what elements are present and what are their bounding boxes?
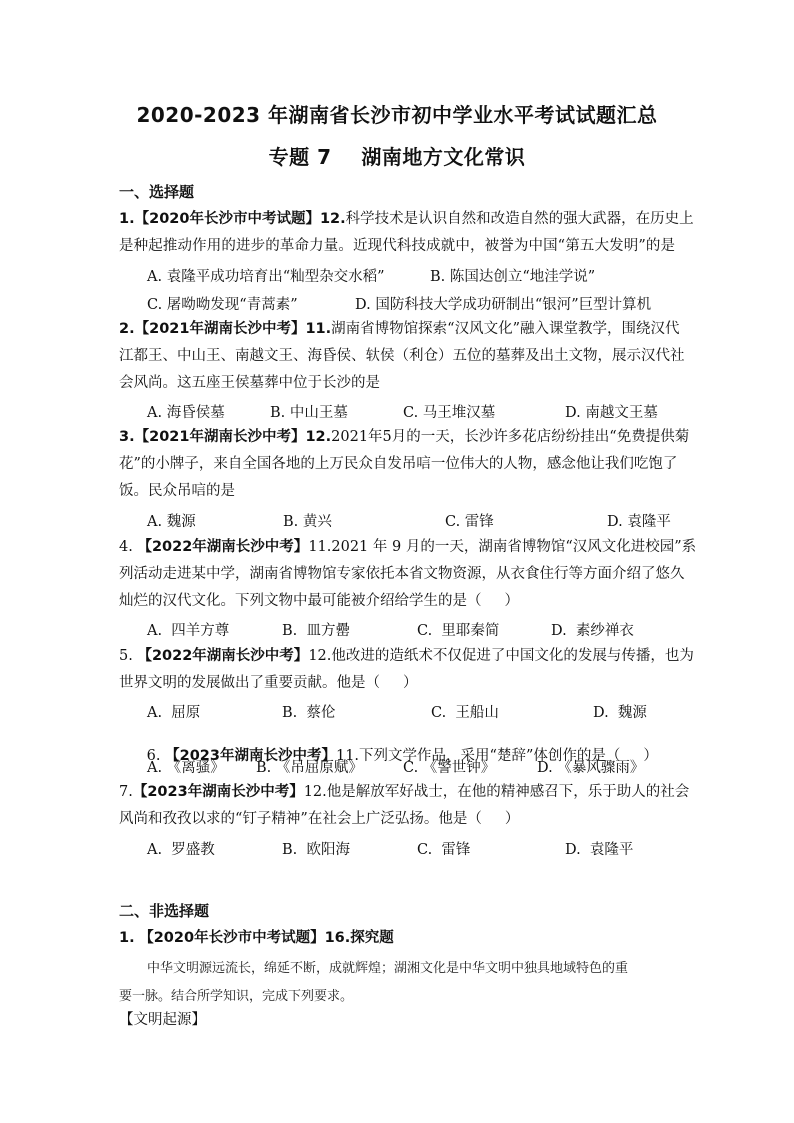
option-b: B. 欧阳海: [282, 842, 350, 858]
material-text-line: 要一脉。结合所学知识，完成下列要求。: [119, 989, 354, 1004]
option-b: B. 陈国达创立“地洼学说”: [430, 269, 596, 285]
option-d: D. 魏源: [593, 705, 647, 721]
option-d: D. 南越文王墓: [565, 405, 658, 421]
option-d: D. 《暴风骤雨》: [537, 760, 645, 776]
question-stem-line: 饭。民众吊唁的是: [119, 483, 235, 499]
question-stem-line: 1. 【2020年长沙市中考试题】16.探究题: [119, 930, 394, 946]
option-a: A. 罗盛教: [147, 842, 215, 858]
material-text-line: 中华文明源远流长，绵延不断，成就辉煌；湖湘文化是中华文明中独具地域特色的重: [147, 961, 629, 976]
question-stem-line: 6. 【2023年湖南长沙中考】11.下列文学作品，采用“楚辞”体创作的是（ ）: [146, 748, 658, 764]
question-stem-line: 7.【2023年湖南长沙中考】12.他是解放军好战士，在他的精神感召下，乐于助人的社会: [119, 784, 690, 800]
option-c: C. 雷锋: [417, 842, 471, 858]
option-c: C. 雷锋: [445, 514, 494, 530]
option-b: B. 中山王墓: [270, 405, 348, 421]
question-stem-line: 会风尚。这五座王侯墓葬中位于长沙的是: [119, 375, 380, 391]
option-b: B. 蔡伦: [282, 705, 336, 721]
question-stem-line: 列活动走进某中学，湖南省博物馆专家依托本省文物资源，从衣食住行等方面介绍了悠久: [119, 566, 685, 582]
option-b: B. 《吊屈原赋》: [256, 760, 363, 776]
option-a: A. 四羊方尊: [147, 623, 230, 639]
option-d: D. 素纱禅衣: [551, 623, 634, 639]
page-title: 2020-2023 年湖南省长沙市初中学业水平考试试题汇总: [136, 103, 658, 127]
question-stem-line: 花”的小牌子，来自全国各地的上万民众自发吊唁一位伟大的人物，感念他让我们吃饱了: [119, 456, 678, 472]
section-heading-nonchoice: 二、非选择题: [119, 902, 210, 920]
question-stem-line: 3.【2021年湖南长沙中考】12.2021年5月的一天，长沙许多花店纷纷挂出“免费提供菊: [119, 429, 690, 445]
option-a: A. 袁隆平成功培育出“籼型杂交水稻”: [147, 269, 385, 285]
question-stem-line: 4. 【2022年湖南长沙中考】11.2021 年 9 月的一天，湖南省博物馆“汉风文化进校园”系: [119, 539, 697, 555]
option-d: D. 国防科技大学成功研制出“银河”巨型计算机: [355, 297, 652, 313]
option-a: A. 《离骚》: [147, 760, 225, 776]
option-c: C. 马王堆汉墓: [403, 405, 496, 421]
option-b: B. 黄兴: [283, 514, 332, 530]
option-b: B. 皿方罍: [282, 623, 350, 639]
question-stem-line: 世界文明的发展做出了重要贡献。他是（ ）: [119, 675, 418, 691]
question-stem-line: 灿烂的汉代文化。下列文物中最可能被介绍给学生的是（ ）: [119, 593, 520, 609]
option-a: A. 魏源: [147, 514, 196, 530]
option-c: C. 王船山: [431, 705, 499, 721]
question-stem-line: 风尚和孜孜以求的“钉子精神”在社会上广泛弘扬。他是（ ）: [119, 811, 520, 827]
question-stem-line: 1.【2020年长沙市中考试题】12.科学技术是认识自然和改造自然的强大武器，在历史上: [119, 211, 694, 227]
option-a: A. 屈原: [147, 705, 201, 721]
question-stem-line: 5. 【2022年湖南长沙中考】12.他改进的造纸术不仅促进了中国文化的发展与传播，也为: [119, 648, 694, 664]
question-stem-line: 江都王、中山王、南越文王、海昏侯、轪侯（利仓）五位的墓葬及出土文物，展示汉代社: [119, 348, 685, 364]
option-a: A. 海昏侯墓: [147, 405, 225, 421]
subsection-label: 【文明起源】: [119, 1012, 206, 1028]
option-c: C. 屠呦呦发现“青蒿素”: [147, 297, 298, 313]
question-stem-line: 是种起推动作用的进步的革命力量。近现代科技成就中，被誉为中国“第五大发明”的是: [119, 238, 675, 254]
option-c: C. 《警世钟》: [403, 760, 496, 776]
page-subtitle: 专题 7 湖南地方文化常识: [268, 145, 526, 169]
section-heading-choice: 一、选择题: [119, 183, 195, 201]
option-c: C. 里耶秦简: [417, 623, 500, 639]
option-d: D. 袁隆平: [565, 842, 634, 858]
option-d: D. 袁隆平: [607, 514, 671, 530]
question-stem-line: 2.【2021年湖南长沙中考】11.湖南省博物馆探索“汉风文化”融入课堂教学，围绕汉代: [119, 321, 680, 337]
